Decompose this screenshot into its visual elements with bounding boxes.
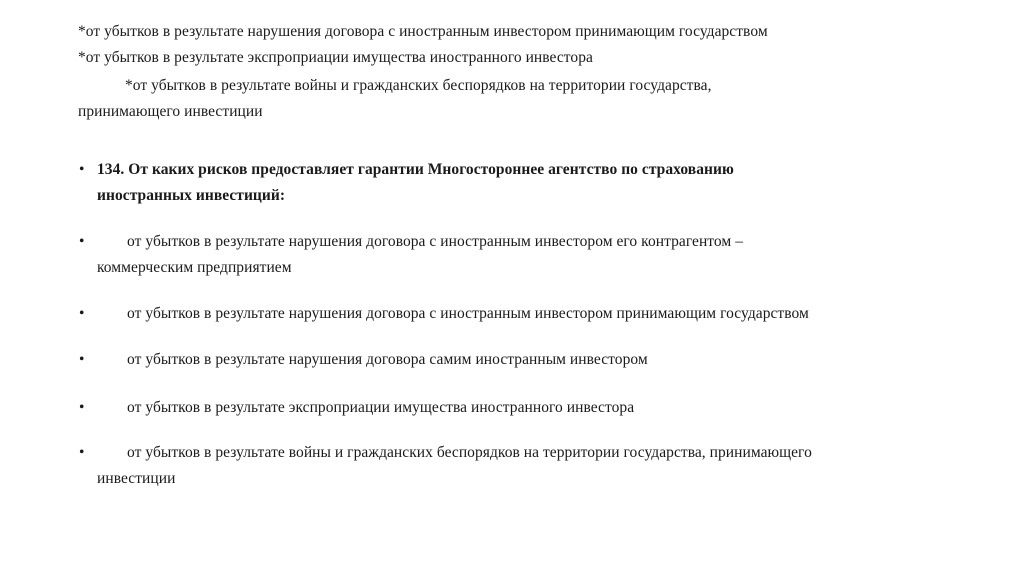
- option-4-line-1: от убытков в результате экспроприации имущества иностранного инвестора: [127, 399, 635, 416]
- option-1-line-2: коммерческим предприятием: [97, 259, 292, 276]
- question-line-1: 134. От каких рисков предоставляет гарантии Многостороннее агентство по страхованию: [97, 161, 734, 178]
- option-3-bullet: •: [79, 351, 85, 368]
- intro-line-2: *от убытков в результате экспроприации имущества иностранного инвестора: [78, 49, 593, 66]
- question-line-2: иностранных инвестиций:: [97, 187, 286, 204]
- option-5-line-1: от убытков в результате войны и гражданских беспорядков на территории государства, принимающего: [127, 444, 812, 461]
- option-5-bullet: •: [79, 444, 85, 461]
- intro-line-4: принимающего инвестиции: [78, 103, 263, 120]
- intro-line-1: *от убытков в результате нарушения договора с иностранным инвестором принимающим государством: [78, 23, 768, 40]
- question-bullet: •: [79, 161, 85, 178]
- option-5-line-2: инвестиции: [97, 470, 176, 487]
- option-1-bullet: •: [79, 233, 85, 250]
- option-2-bullet: •: [79, 305, 85, 322]
- option-3-line-1: от убытков в результате нарушения договора самим иностранным инвестором: [127, 351, 648, 368]
- option-1-line-1: от убытков в результате нарушения договора с иностранным инвестором его контрагентом –: [127, 233, 744, 250]
- option-2-line-1: от убытков в результате нарушения договора с иностранным инвестором принимающим государством: [127, 305, 809, 322]
- intro-line-3: *от убытков в результате войны и гражданских беспорядков на территории государства,: [125, 77, 712, 94]
- option-4-bullet: •: [79, 399, 85, 416]
